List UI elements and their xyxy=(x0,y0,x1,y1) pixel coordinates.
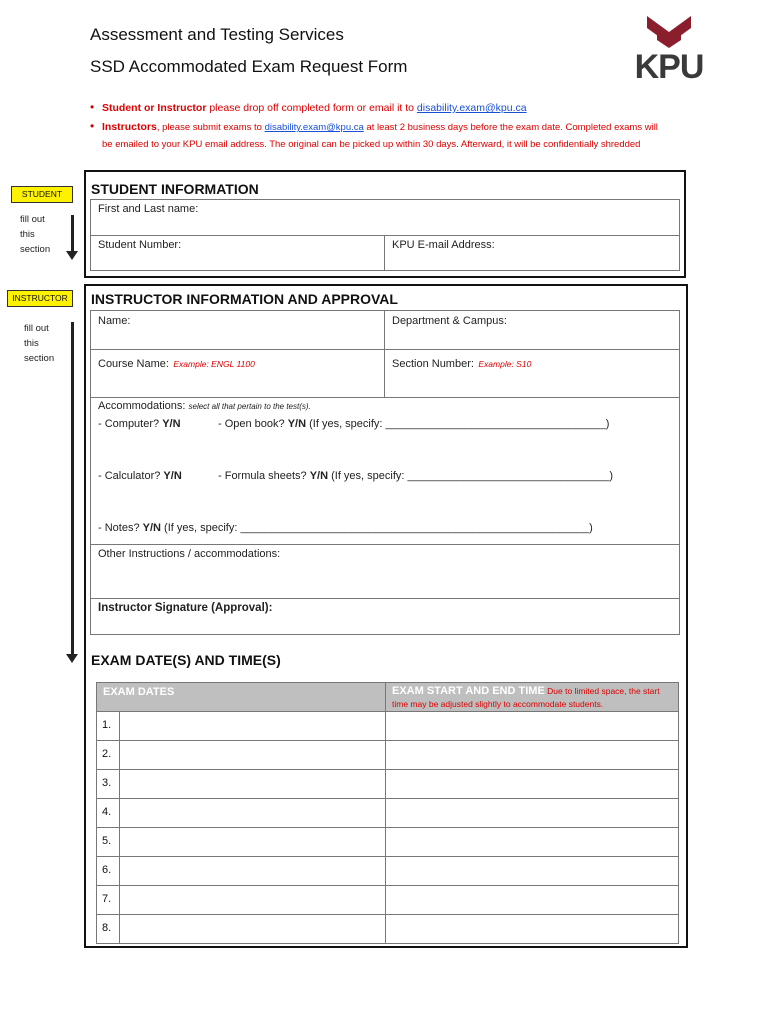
bullet-1-bold: Student or Instructor xyxy=(102,102,207,114)
exam-row-number-label: 8. xyxy=(102,922,112,934)
side-note-line: this xyxy=(24,338,39,349)
department-campus-label: Department & Campus: xyxy=(392,315,507,327)
open-book-specify[interactable]: (If yes, specify: ____________________________________) xyxy=(306,418,610,430)
open-book-yn[interactable]: Y/N xyxy=(287,418,307,430)
instructor-name-label: Name: xyxy=(98,315,131,327)
student-number-label: Student Number: xyxy=(98,239,182,251)
calculator-label: - Calculator? xyxy=(98,470,164,482)
exam-row-number-label: 1. xyxy=(102,719,112,731)
course-name-label: Course Name: xyxy=(98,358,169,370)
kpu-logo-text: KPU xyxy=(634,48,704,86)
exam-dates-header-label: EXAM DATES xyxy=(103,686,175,698)
section-number-example: Example: S10 xyxy=(478,359,532,369)
formula-sheets-label: - Formula sheets? xyxy=(218,470,310,482)
bullet-2-bold: Instructors xyxy=(102,121,157,133)
exam-time-cell[interactable] xyxy=(385,856,679,886)
course-name-example: Example: ENGL 1100 xyxy=(173,359,255,369)
department-campus-field[interactable] xyxy=(384,310,680,350)
student-info-title: STUDENT INFORMATION xyxy=(91,181,259,197)
student-number-field[interactable] xyxy=(90,235,385,271)
side-note-line: section xyxy=(20,244,51,255)
email-link-1[interactable]: disability.exam@kpu.ca xyxy=(416,102,527,114)
exam-time-cell[interactable] xyxy=(385,914,679,944)
bullet-2-text: , please submit exams to xyxy=(156,122,265,133)
section-number-label: Section Number: xyxy=(392,358,474,370)
accommodations-hint: select all that pertain to the test(s). xyxy=(188,402,311,411)
instructor-side-note xyxy=(24,321,54,366)
exam-date-cell[interactable] xyxy=(119,740,386,770)
exam-date-cell[interactable] xyxy=(119,769,386,799)
exam-row-number-label: 6. xyxy=(102,864,112,876)
exam-date-cell[interactable] xyxy=(119,827,386,857)
exam-dates-title: EXAM DATE(S) AND TIME(S) xyxy=(91,652,281,668)
form-department-title: Assessment and Testing Services xyxy=(90,25,344,44)
course-name-field[interactable] xyxy=(90,349,385,398)
arrow-down-icon xyxy=(66,654,78,663)
instructor-signature-label: Instructor Signature (Approval): xyxy=(98,602,273,614)
exam-row-number-label: 2. xyxy=(102,748,112,760)
exam-row-number-label: 7. xyxy=(102,893,112,905)
open-book-label: - Open book? xyxy=(218,418,288,430)
formula-sheets-yn[interactable]: Y/N xyxy=(309,470,329,482)
bullet-icon: • xyxy=(90,100,95,114)
side-note-line: this xyxy=(20,229,35,240)
exam-row-number-label: 3. xyxy=(102,777,112,789)
form-title: SSD Accommodated Exam Request Form xyxy=(90,57,408,76)
exam-row-number xyxy=(96,711,120,741)
student-arrow xyxy=(71,215,74,251)
accommodations-header xyxy=(98,400,311,412)
notes-specify[interactable]: (If yes, specify: _________________________________________________________) xyxy=(160,522,593,534)
submission-instructions xyxy=(90,100,670,153)
student-email-field[interactable] xyxy=(384,235,680,271)
exam-time-cell[interactable] xyxy=(385,769,679,799)
bullet-2-text-cont: at least 2 business days before the exam date. Completed exams will be emailed to your KPU email address. The original can be picked up within 30 days. Afterward, it will be confidentially shredded xyxy=(102,122,658,150)
exam-time-cell[interactable] xyxy=(385,711,679,741)
side-note-line: fill out xyxy=(24,323,49,334)
computer-label: - Computer? xyxy=(98,418,163,430)
exam-row-number xyxy=(96,856,120,886)
exam-time-header xyxy=(385,682,679,712)
instruction-bullet-1 xyxy=(90,100,670,116)
exam-row-number-label: 5. xyxy=(102,835,112,847)
side-note-line: section xyxy=(24,353,55,364)
bullet-1-text: please drop off completed form or email it to xyxy=(206,102,417,114)
computer-yn[interactable]: Y/N xyxy=(162,418,181,430)
kpu-chevron-icon xyxy=(633,14,705,50)
exam-row-number-label: 4. xyxy=(102,806,112,818)
student-email-label: KPU E-mail Address: xyxy=(392,239,495,251)
section-number-field[interactable] xyxy=(384,349,680,398)
student-tag: STUDENT xyxy=(11,186,73,203)
student-side-note xyxy=(20,212,50,257)
formula-sheets-specify[interactable]: (If yes, specify: _________________________________) xyxy=(328,470,614,482)
side-note-line: fill out xyxy=(20,214,45,225)
instructor-tag: INSTRUCTOR xyxy=(7,290,73,307)
instructor-arrow xyxy=(71,322,74,654)
exam-row-number xyxy=(96,885,120,915)
open-book-option[interactable] xyxy=(218,418,609,430)
email-link-2[interactable]: disability.exam@kpu.ca xyxy=(264,122,364,133)
instruction-bullet-2 xyxy=(90,119,670,153)
student-name-label: First and Last name: xyxy=(98,203,199,215)
exam-time-cell[interactable] xyxy=(385,827,679,857)
exam-time-cell[interactable] xyxy=(385,885,679,915)
exam-date-cell[interactable] xyxy=(119,856,386,886)
notes-label: - Notes? xyxy=(98,522,143,534)
notes-option[interactable] xyxy=(98,522,593,534)
kpu-logo xyxy=(633,14,705,84)
exam-date-cell[interactable] xyxy=(119,798,386,828)
exam-dates-header xyxy=(96,682,386,712)
arrow-down-icon xyxy=(66,251,78,260)
exam-row-number xyxy=(96,827,120,857)
calculator-yn[interactable]: Y/N xyxy=(163,470,182,482)
exam-date-cell[interactable] xyxy=(119,711,386,741)
exam-date-cell[interactable] xyxy=(119,885,386,915)
instructor-name-field[interactable] xyxy=(90,310,385,350)
exam-time-header-label: EXAM START AND END TIME xyxy=(392,685,545,697)
other-instructions-label: Other Instructions / accommodations: xyxy=(98,548,281,560)
computer-option[interactable] xyxy=(98,418,181,430)
exam-row-number xyxy=(96,798,120,828)
exam-date-cell[interactable] xyxy=(119,914,386,944)
instructor-signature-field[interactable] xyxy=(90,598,680,635)
notes-yn[interactable]: Y/N xyxy=(142,522,161,534)
exam-time-cell[interactable] xyxy=(385,740,679,770)
bullet-icon: • xyxy=(90,119,95,133)
exam-row-number xyxy=(96,740,120,770)
exam-row-number xyxy=(96,914,120,944)
formula-sheets-option[interactable] xyxy=(218,470,613,482)
student-name-field[interactable] xyxy=(90,199,680,236)
accommodations-label: Accommodations: xyxy=(98,400,186,412)
exam-row-number xyxy=(96,769,120,799)
instructor-info-title: INSTRUCTOR INFORMATION AND APPROVAL xyxy=(91,291,398,307)
calculator-option[interactable] xyxy=(98,470,182,482)
exam-time-cell[interactable] xyxy=(385,798,679,828)
exam-time-header-note: Due to limited space, the start time may be adjusted slightly to accommodate students. xyxy=(392,686,660,709)
other-instructions-field[interactable] xyxy=(90,544,680,599)
